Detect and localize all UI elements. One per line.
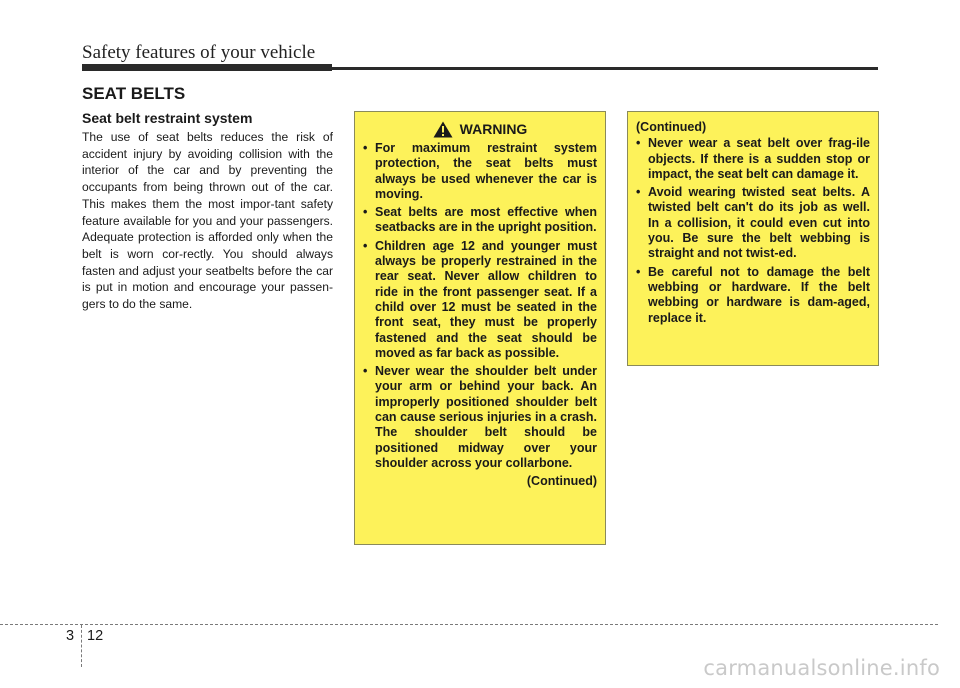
header-rule: [82, 67, 878, 70]
warning-label: WARNING: [459, 120, 528, 137]
list-item: • Be careful not to damage the belt webbing or hardware. If the belt webbing or hardware is dam-aged, replace it.: [636, 265, 870, 326]
list-item: • Never wear a seat belt over frag-ile objects. If there is a sudden stop or impact, the seat belt can damage it.: [636, 136, 870, 182]
chapter-number: 3: [66, 628, 75, 644]
footer-divider: [0, 624, 938, 625]
page-header-title: Safety features of your vehicle: [82, 42, 316, 63]
warning-heading: [363, 121, 597, 138]
continued-list: [636, 136, 870, 326]
page-number: 12: [87, 628, 104, 644]
continued-warning-box: [627, 111, 879, 366]
section-title: SEAT BELTS: [82, 84, 186, 103]
warning-box: [354, 111, 606, 545]
footer-divider-vertical: [81, 625, 82, 667]
list-item: • For maximum restraint system protection, the seat belts must always be used whenever the car is moving.: [363, 141, 597, 202]
warning-triangle-icon: [433, 121, 453, 138]
continued-note: (Continued): [526, 474, 597, 489]
list-item: • Avoid wearing twisted seat belts. A twisted belt can't do its job as well. In a collision, it could even cut into you. Be sure the belt webbing is straight and not twist-ed.: [636, 185, 870, 261]
restraint-body-text: The use of seat belts reduces the risk of accident injury by avoiding collision with the interior of the car and by preventing the occupants from being thrown out of the car. This makes them the most impor-tant safety feature available for you and your passengers. Adequate protection is afforded only when the belt is worn cor-rectly. You should always fasten and adjust your seatbelts before the car is put in motion and encourage your passen-gers to do the same.: [82, 130, 333, 312]
list-item: • Seat belts are most effective when seatbacks are in the upright position.: [363, 205, 597, 236]
watermark: carmanualsonline.info: [703, 656, 940, 680]
list-item: • Children age 12 and younger must always be properly restrained in the rear seat. Never allow children to ride in the front passenger seat. If a child over 12 must be seated in the front seat, they must be properly fastened and the seat should be moved as far back as possible.: [363, 239, 597, 361]
continued-heading: (Continued): [636, 120, 707, 134]
warning-list: [363, 141, 597, 471]
subsection-title: Seat belt restraint system: [82, 110, 253, 126]
list-item: • Never wear the shoulder belt under your arm or behind your back. An improperly positioned shoulder belt can cause serious injuries in a crash. The shoulder belt should be positioned midway over your shoulder across your collarbone.: [363, 364, 597, 471]
